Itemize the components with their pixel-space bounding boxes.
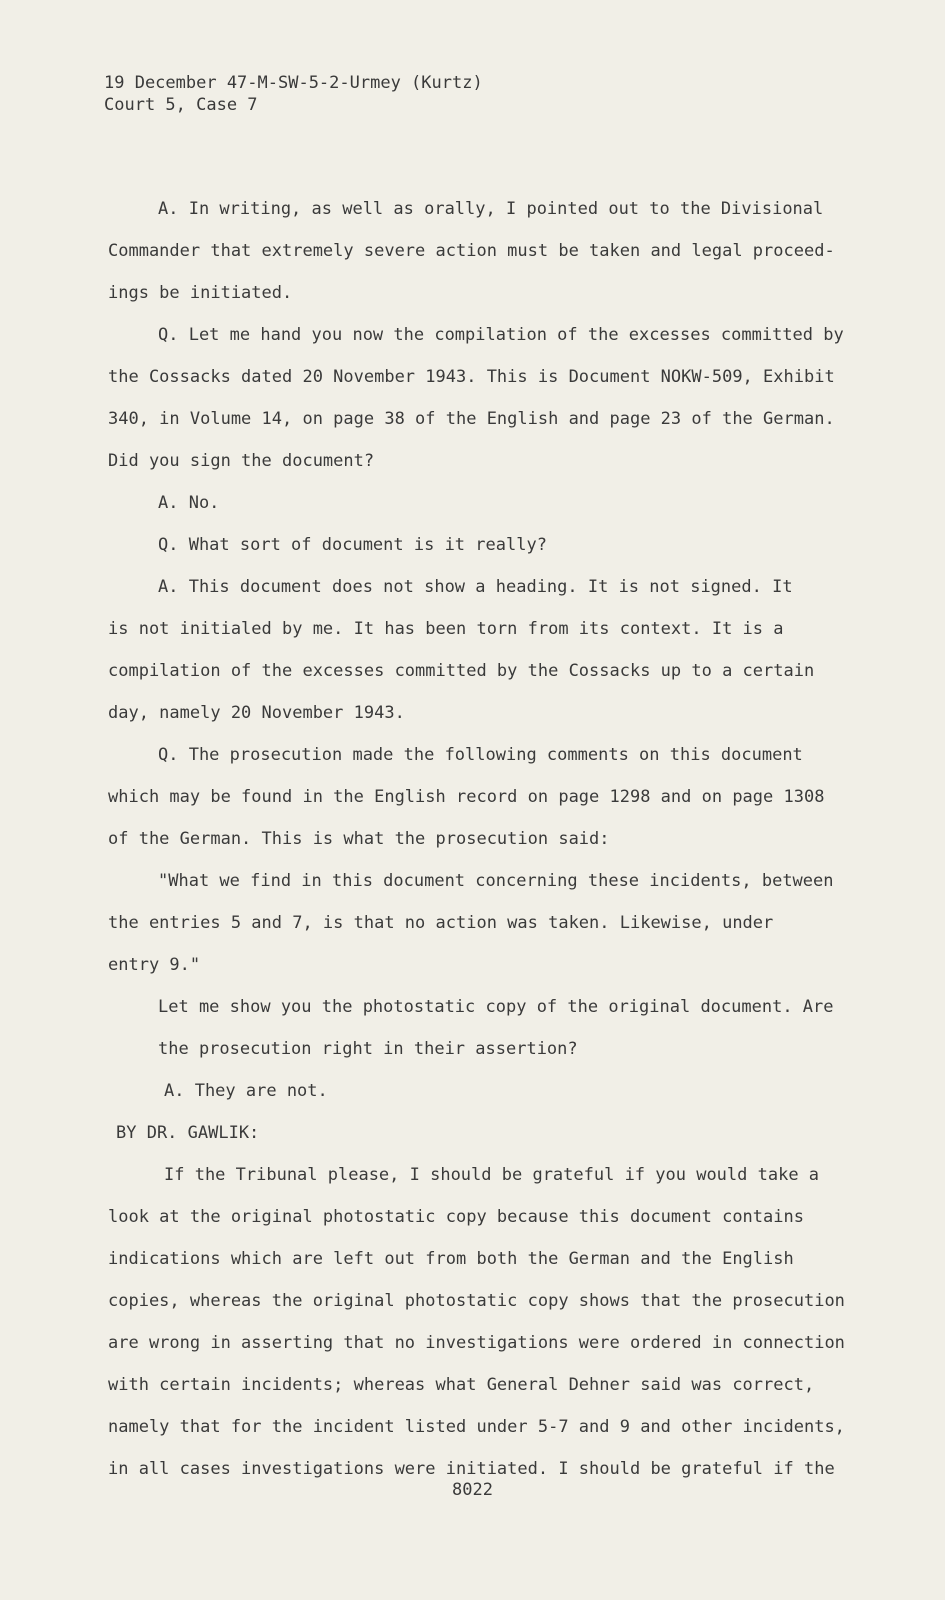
text-line: A. This document does not show a heading. It is not signed. It [158,577,793,597]
text-line: Let me show you the photostatic copy of the original document. Are [158,997,834,1017]
text-line: indications which are left out from both the German and the English [108,1249,794,1269]
text-line: "What we find in this document concerning these incidents, between [158,871,834,891]
text-line: of the German. This is what the prosecution said: [108,829,610,849]
transcript-body [108,188,868,1490]
text-line: which may be found in the English record on page 1298 and on page 1308 [108,787,825,807]
header-line-1: 19 December 47-M-SW-5-2-Urmey (Kurtz) [104,73,483,93]
text-line: Q. Let me hand you now the compilation of the excesses committed by [158,325,844,345]
text-line: BY DR. GAWLIK: [116,1123,260,1143]
text-line: in all cases investigations were initiated. I should be grateful if the [108,1459,835,1479]
text-line: the entries 5 and 7, is that no action was taken. Likewise, under [108,913,774,933]
header [104,72,483,116]
text-line: ings be initiated. [108,283,293,303]
text-line: with certain incidents; whereas what General Dehner said was correct, [108,1375,815,1395]
text-line: the Cossacks dated 20 November 1943. This is Document NOKW-509, Exhibit [108,367,835,387]
text-line: A. No. [158,493,220,513]
text-line: compilation of the excesses committed by the Cossacks up to a certain [108,661,815,681]
text-line: are wrong in asserting that no investigations were ordered in connection [108,1333,845,1353]
text-line: the prosecution right in their assertion? [158,1039,578,1059]
text-line: If the Tribunal please, I should be grateful if you would take a [164,1165,820,1185]
text-line: Commander that extremely severe action must be taken and legal proceed- [108,241,835,261]
text-line: 340, in Volume 14, on page 38 of the English and page 23 of the German. [108,409,835,429]
text-line: Did you sign the document? [108,451,375,471]
text-line: A. In writing, as well as orally, I pointed out to the Divisional [158,199,824,219]
text-line: look at the original photostatic copy because this document contains [108,1207,804,1227]
text-line: A. They are not. [164,1081,328,1101]
text-line: copies, whereas the original photostatic copy shows that the prosecution [108,1291,845,1311]
text-line: namely that for the incident listed under 5-7 and 9 and other incidents, [108,1417,845,1437]
text-line: is not initialed by me. It has been torn from its context. It is a [108,619,784,639]
text-line: entry 9." [108,955,201,975]
page-number: 8022 [452,1480,493,1500]
text-line: day, namely 20 November 1943. [108,703,405,723]
text-line: Q. What sort of document is it really? [158,535,547,555]
text-line: Q. The prosecution made the following comments on this document [158,745,803,765]
header-line-2: Court 5, Case 7 [104,95,258,115]
